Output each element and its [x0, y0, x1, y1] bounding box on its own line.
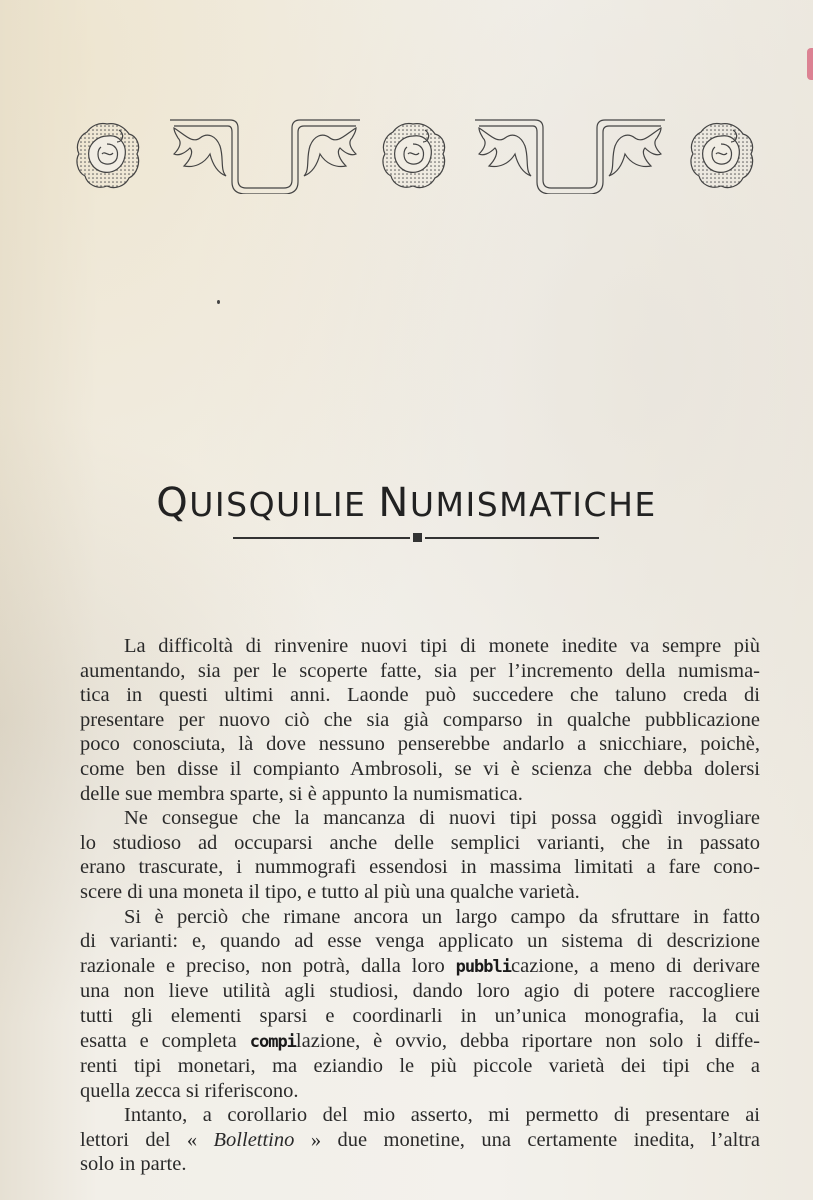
- text-line: renti tipi monetari, ma eziandio le più piccole varietà dei tipi che a: [80, 1055, 760, 1078]
- page-edge-mark: [807, 48, 813, 80]
- journal-title: Bollettino: [213, 1128, 295, 1151]
- rosette-icon: [691, 123, 753, 187]
- text-fragment: lazione, è ovvio, debba riportare non solo i diffe-: [295, 1029, 760, 1052]
- text-line: poco conosciuta, là dove nessuno penserebbe andarlo a snicchiare, poichè,: [80, 733, 760, 756]
- text-line: tutti gli elementi sparsi e coordinarli in un’unica monografia, la cui: [80, 1004, 760, 1027]
- ink-speck: [217, 300, 220, 304]
- text-line: come ben disse il compianto Ambrosoli, se vi è scienza che debba dolersi: [80, 757, 760, 780]
- article-body: [80, 634, 760, 1177]
- text-fragment: » due monetine, una certamente inedita, l’altra: [294, 1128, 760, 1151]
- page-title: [0, 480, 813, 526]
- text-line: Si è perciò che rimane ancora un largo campo da sfruttare in fatto: [124, 905, 760, 928]
- text-line: erano trascurate, i nummografi essendosi in massima limitati a fare cono-: [80, 856, 760, 879]
- title-initial-n: N: [378, 480, 410, 527]
- title-initial-q: Q: [156, 480, 190, 527]
- rosette-icon: [383, 123, 445, 187]
- acanthus-leaf-icon: [475, 120, 665, 194]
- text-line: [80, 954, 760, 980]
- acanthus-leaf-icon: [170, 120, 360, 194]
- text-line: aumentando, sia per le scoperte fatte, sia per l’incremento della numisma-: [80, 659, 760, 682]
- text-line: Intanto, a corollario del mio asserto, mi permetto di presentare ai: [124, 1104, 760, 1127]
- text-line: tica in questi ultimi anni. Laonde può succedere che taluno creda di: [80, 684, 760, 707]
- divider-line-right: [425, 537, 599, 539]
- text-fragment: lettori del «: [80, 1128, 214, 1151]
- text-line: una non lieve utilità agli studiosi, dando loro agio di potere raccogliere: [80, 980, 760, 1003]
- rosette-icon: [77, 123, 139, 187]
- text-line: di varianti: e, quando ad esse venga applicato un sistema di descrizione: [80, 930, 760, 953]
- text-fragment: razionale e preciso, non potrà, dalla loro: [80, 954, 456, 977]
- text-line: La difficoltà di rinvenire nuovi tipi di monete inedite va sempre più: [124, 635, 760, 657]
- text-fragment: esatta e completa: [80, 1029, 250, 1052]
- text-line: scere di una moneta il tipo, e tutto al più una qualche varietà.: [80, 880, 580, 903]
- text-line: lo studioso ad occuparsi anche delle semplici varianti, che in passato: [80, 831, 760, 854]
- header-ornament-band: [75, 112, 761, 194]
- text-line: [80, 1029, 760, 1055]
- text-line: quella zecca si riferiscono.: [80, 1079, 299, 1102]
- text-line: delle sue membra sparte, si è appunto la numismatica.: [80, 782, 523, 805]
- text-line: [80, 1128, 760, 1153]
- handwritten-correction: pubbli: [455, 956, 511, 977]
- divider-square-icon: [413, 533, 422, 542]
- text-line: presentare per nuovo ciò che sia già comparso in qualche pubblicazione: [80, 708, 760, 731]
- text-line: solo in parte.: [80, 1153, 187, 1176]
- text-fragment: cazione, a meno di derivare: [511, 954, 760, 977]
- text-line: Ne consegue che la mancanza di nuovi tipi possa oggidì invogliare: [124, 807, 760, 830]
- handwritten-correction: compi: [249, 1031, 296, 1052]
- divider-line-left: [233, 537, 410, 539]
- title-divider: [233, 532, 599, 544]
- title-word-2: UMISMATICHE: [409, 485, 657, 525]
- title-word-1: UISQUILIE: [189, 485, 367, 525]
